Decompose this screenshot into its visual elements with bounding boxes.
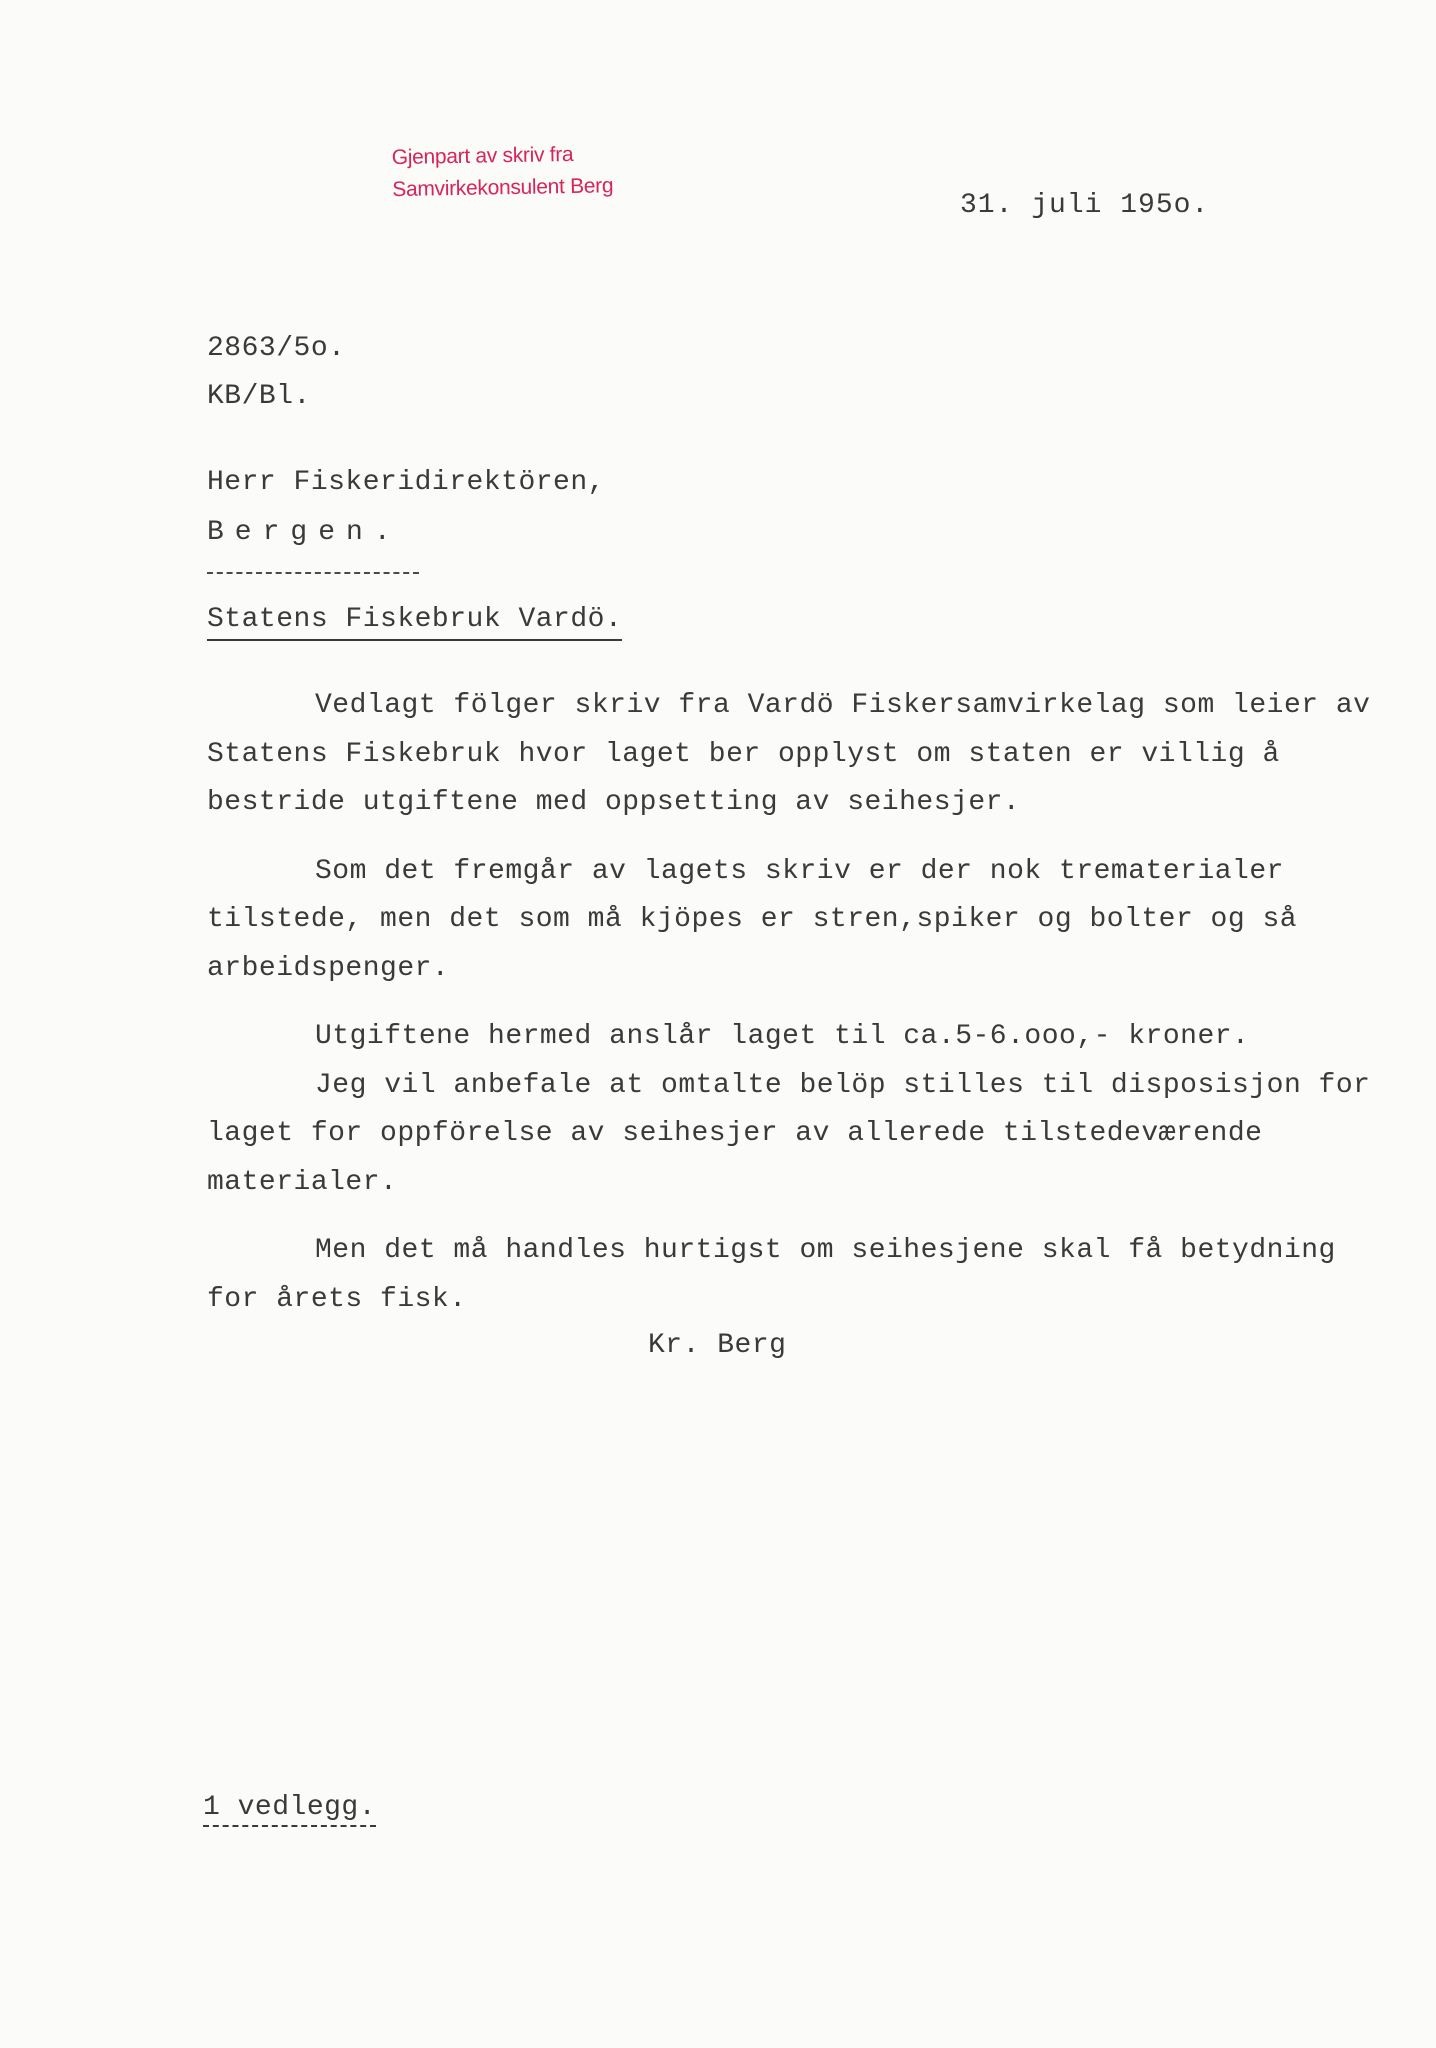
address-rule	[207, 572, 419, 574]
copy-stamp	[391, 138, 632, 206]
body-paragraph-5: Men det må handles hurtigst om seihesjene skal få betydning for årets fisk.	[207, 1235, 1336, 1315]
body-paragraph-4: Jeg vil anbefale at omtalte belöp stilles til disposisjon for laget for oppförelse av seihesjer av allerede tilstedeværende materialer.	[207, 1069, 1371, 1198]
letter-date: 31. juli 195o.	[960, 190, 1210, 221]
stamp-line-2: Samvirkekonsulent Berg	[392, 174, 614, 202]
enclosure-note: 1 vedlegg.	[203, 1792, 376, 1827]
body-paragraph-3: Utgiftene hermed anslår laget til ca.5-6.ooo,- kroner.	[315, 1021, 1250, 1052]
subject-line: Statens Fiskebruk Vardö.	[207, 604, 622, 641]
reference-number: 2863/5o.	[207, 333, 346, 364]
recipient-block	[207, 458, 605, 574]
reference-initials: KB/Bl.	[207, 381, 311, 412]
signature: Kr. Berg	[648, 1330, 787, 1361]
reference-block	[207, 325, 345, 421]
stamp-line-1: Gjenpart av skriv fra	[391, 142, 574, 170]
recipient-city: Bergen.	[207, 517, 402, 548]
letter-body	[207, 682, 1377, 1324]
recipient-name: Herr Fiskeridirektören,	[207, 467, 605, 498]
body-paragraph-1: Vedlagt fölger skriv fra Vardö Fiskersamvirkelag som leier av Statens Fiskebruk hvor laget ber opplyst om staten er villig å bestride utgiftene med oppsetting av seihesjer.	[207, 690, 1371, 818]
body-paragraph-2: Som det fremgår av lagets skriv er der nok trematerialer tilstede, men det som må kjöpes er stren,spiker og bolter og så arbeidspenger.	[207, 855, 1298, 984]
